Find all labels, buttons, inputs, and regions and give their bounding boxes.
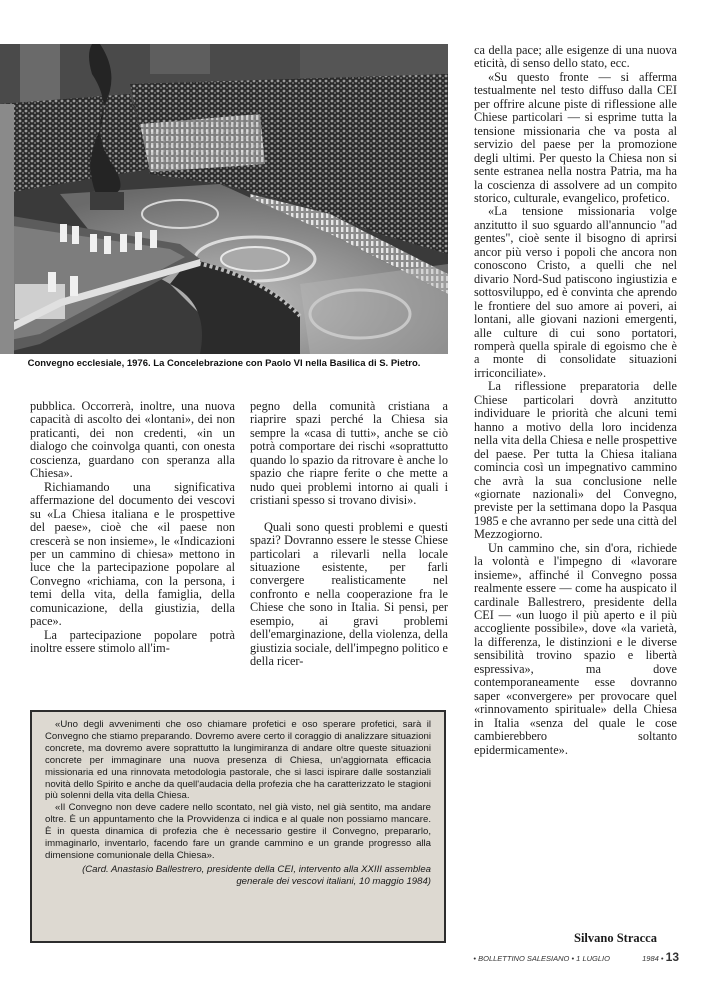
- paragraph: pubblica. Occorrerà, inoltre, una nuova capacità di ascolto dei «lontani», dei non praticanti, dei non credenti, «in un dialogo che coinvolga quanti, con onesta coscienza, guardano con speranza alla Chiesa».: [30, 399, 235, 481]
- paragraph: La riflessione preparatoria delle Chiese particolari dovrà anzitutto individuare le priorità che alcuni temi hanno a motivo della loro incidenza nella vita della Chiesa e nelle prospettive del paese. Per tutta la Chiesa italiana comincia così un impegnativo cammino che avrà la sua conclusione nelle «giornate nazionali» del Convegno, previste per la settimana dopo la Pasqua 1985 e che avranno per sede una città del Mezzogiorno.: [474, 379, 677, 542]
- article-column-1: [30, 400, 235, 656]
- footer-publication: • BOLLETTINO SALESIANO • 1 LUGLIO: [473, 954, 610, 963]
- paragraph: «La tensione missionaria volge anzitutto il suo sguardo all'annuncio "ad gentes", cioè sente il bisogno di aprirsi ancor più verso i popoli che ancora non conoscono Cristo, a quelli che nel divario Nord-Sud patiscono ingiustizia e sottosviluppo, ed è convinta che aprendo le frontiere del suo amore ai poveri, ai lontani, alle giovani nazioni emergenti, alle culture di cui sono portatori, romperà quella spirale di egoismo che è a monte di consolidate situazioni irriconciliate».: [474, 204, 677, 380]
- article-column-2: [250, 400, 448, 669]
- paragraph: pegno della comunità cristiana a riaprire spazi perché la Chiesa sia sempre la «casa di tutti», anche se ciò potrà comportare dei rischi «soprattutto quando lo spazio da ritrovare è anche lo spazio che riapre ferite o che mette a nudo quei problemi intorno ai quali i cristiani spesso si trovano divisi».: [250, 399, 448, 508]
- paragraph: Un cammino che, sin d'ora, richiede la volontà e l'impegno di «lavorare insieme», affinché il Convegno possa realmente essere — come ha auspicato il cardinale Ballestrero, presidente della CEI — «un luogo il più aperto e il più accogliente possibile», dove «la varietà, la differenza, le distinzioni e le diverse sensibilità trovino spazio e libertà espressiva», ma dove contemporaneamente esse dovranno saper «convergere» per provocare quel «rinnovamento spirituale» della Chiesa in Italia «senza del quale le cose cambierebbero soltanto epidermicamente».: [474, 540, 677, 757]
- paragraph: «Su questo fronte — si afferma testualmente nel testo diffuso dalla CEI per offrire alcune piste di riflessione alle Chiese particolari — si esprime tutta la tensione missionaria che va posta al servizio del paese per la promozione degli ultimi. Per questo la Chiesa non si sente estranea nella nostra Patria, ma ha la coscienza di assolvere ad un compito storico, culturale, evangelico, profetico.: [474, 69, 677, 205]
- article-column-3: [474, 44, 677, 757]
- quote-box: [30, 710, 446, 943]
- footer-year: 1984 •: [642, 954, 664, 963]
- paragraph: Quali sono questi problemi e questi spazi? Dovranno essere le stesse Chiese particolari a rilevarli nella locale situazione esistente, per farli convergere realisticamente nel confronto e nella cooperazione fra le Chiese che sono in Italia. Si pensi, per esempio, ai gravi problemi dell'emarginazione, della violenza, della giustizia sociale, dell'impegno politico e della ricer-: [250, 519, 448, 669]
- page-footer: [450, 950, 679, 964]
- paragraph: ca della pace; alle esigenze di una nuova eticità, di senso dello stato, ecc.: [474, 43, 677, 71]
- basilica-photo: [0, 44, 448, 354]
- author-signature: Silvano Stracca: [574, 931, 657, 945]
- quote-paragraph: «Il Convegno non deve cadere nello scontato, nel già visto, nel già sentito, ma andare oltre. È un appuntamento che la Provvidenza ci indica e al quale non possiamo mancare. È in questa dinamica di profezia che è necessario gestire il Convegno, prepararlo, immaginarlo, inventarlo, facendo fare un grande cammino e un grande progresso alla dimensione comunionale della Chiesa».: [45, 802, 431, 861]
- photo-caption: Convegno ecclesiale, 1976. La Concelebrazione con Paolo VI nella Basilica di S. Pietro.: [27, 358, 421, 369]
- page-number: 13: [665, 950, 679, 964]
- quote-credit: (Card. Anastasio Ballestrero, presidente della CEI, intervento alla XXIII assemblea generale dei vescovi italiani, 10 maggio 1984): [82, 863, 431, 887]
- paragraph: La partecipazione popolare potrà inoltre essere stimolo all'im-: [30, 627, 235, 656]
- quote-paragraph: «Uno degli avvenimenti che oso chiamare profetici e oso sperare profetici, sarà il Convegno che stiamo preparando. Dovremo avere certo il coraggio di analizzare situazioni concrete, ma dovremo avere soprattutto la lungimiranza di andare oltre queste situazioni concrete per immaginare una nuova presenza di Chiesa, un'aggiornata efficacia missionaria ed una rinnovata metodologia pastorale, che si lasci ispirare dalle sostanziali novità dello Spirito e anche da quell'audacia della profezia che ha caratterizzato le stagioni più solenni della vita della Chiesa.: [45, 719, 431, 802]
- paragraph: Richiamando una significativa affermazione del documento dei vescovi su «La Chiesa italiana e le prospettive del paese», cioè che «il paese non crescerà se non insieme», le «Indicazioni per un cammino di chiesa» mettono in luce che la partecipazione popolare al Convegno «richiama, con la persona, i temi della vita, della famiglia, della comunicazione, della giustizia, della pace».: [30, 479, 235, 629]
